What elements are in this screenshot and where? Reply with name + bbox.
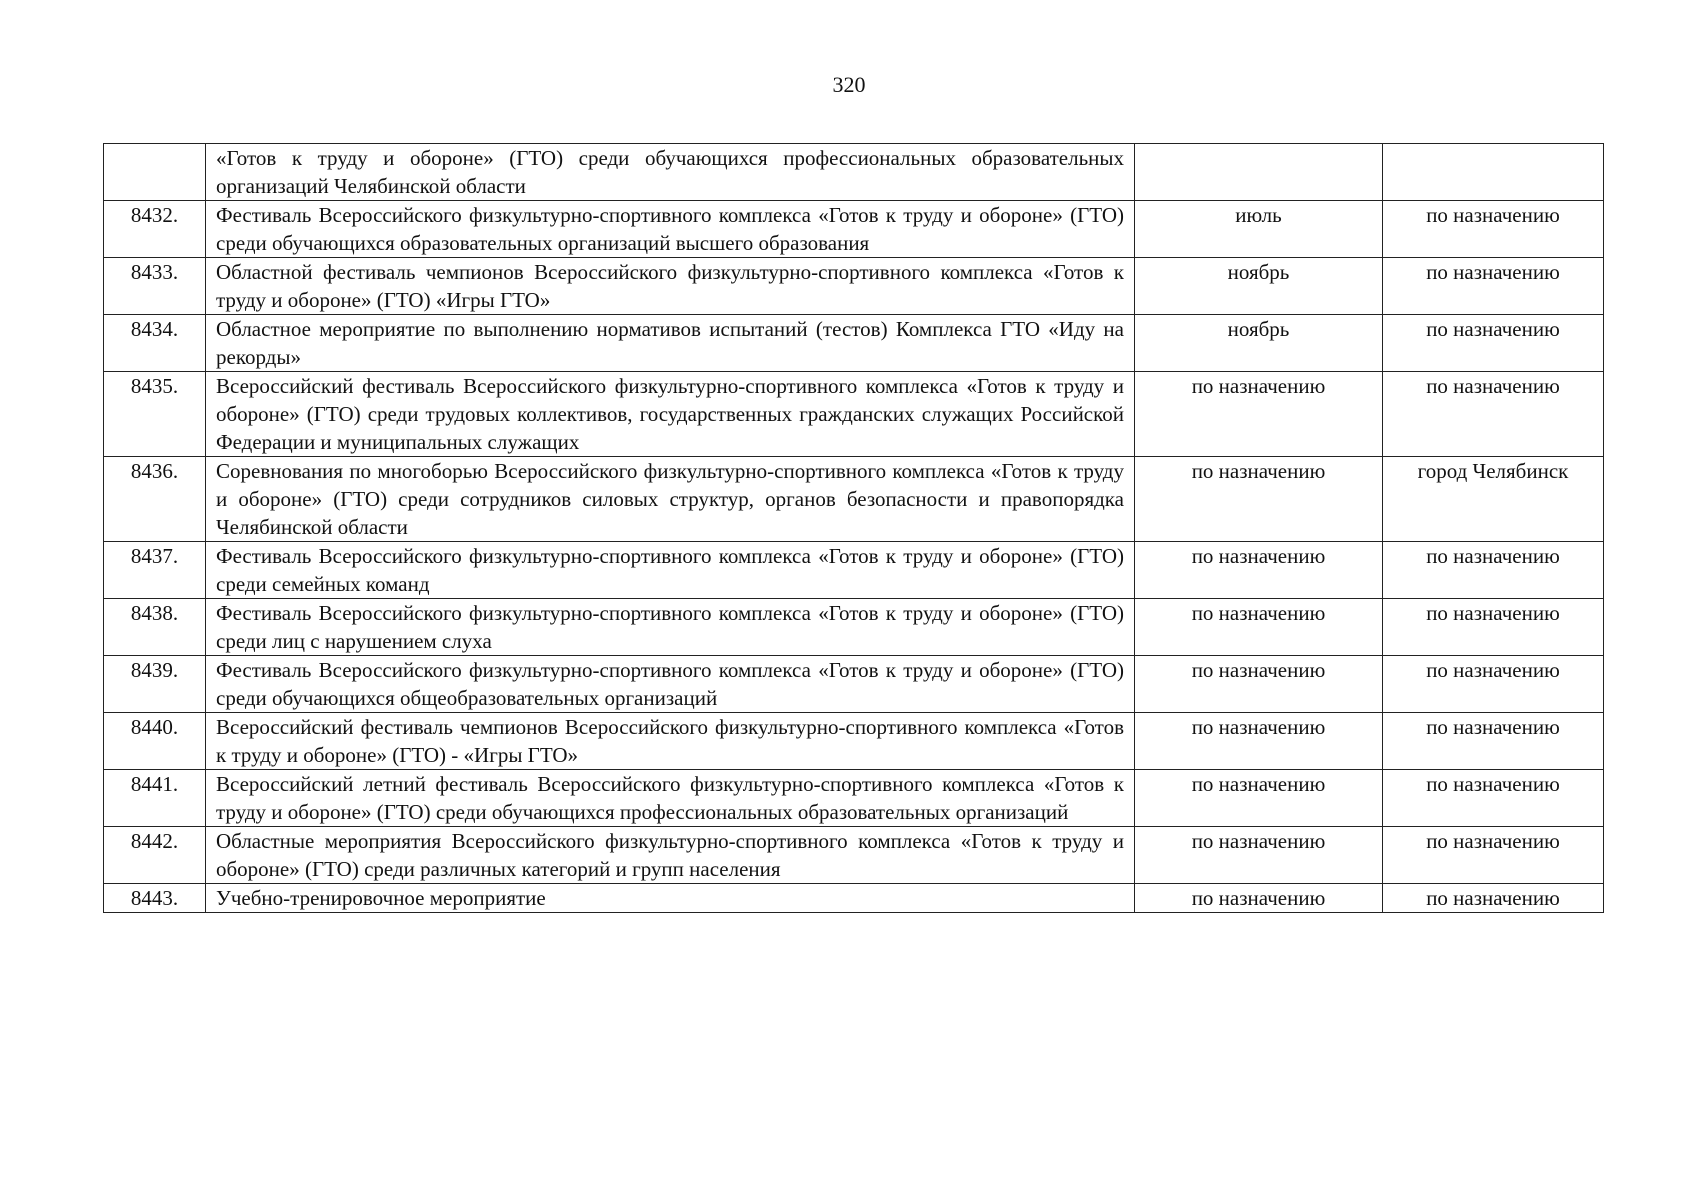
row-number: 8440. [104, 713, 206, 770]
event-date: ноябрь [1135, 258, 1383, 315]
event-date: по назначению [1135, 656, 1383, 713]
event-date: по назначению [1135, 372, 1383, 457]
event-date: по назначению [1135, 542, 1383, 599]
row-number: 8437. [104, 542, 206, 599]
event-name: Фестиваль Всероссийского физкультурно-спортивного комплекса «Готов к труду и обороне» (ГТО) среди обучающихся общеобразовательных организаций [206, 656, 1135, 713]
event-place: город Челябинск [1383, 457, 1604, 542]
event-date: по назначению [1135, 827, 1383, 884]
event-name: Всероссийский фестиваль Всероссийского физкультурно-спортивного комплекса «Готов к труду и обороне» (ГТО) среди трудовых коллективов, государственных гражданских служащих Российской Федерации и муниципальных служащих [206, 372, 1135, 457]
event-date: ноябрь [1135, 315, 1383, 372]
page-number: 320 [832, 72, 866, 97]
event-place: по назначению [1383, 713, 1604, 770]
event-name: Фестиваль Всероссийского физкультурно-спортивного комплекса «Готов к труду и обороне» (ГТО) среди лиц с нарушением слуха [206, 599, 1135, 656]
events-table [103, 143, 1604, 913]
event-place: по назначению [1383, 542, 1604, 599]
row-number: 8442. [104, 827, 206, 884]
event-place [1383, 144, 1604, 201]
event-date: июль [1135, 201, 1383, 258]
row-number: 8443. [104, 884, 206, 913]
event-name: Областные мероприятия Всероссийского физкультурно-спортивного комплекса «Готов к труду и обороне» (ГТО) среди различных категорий и групп населения [206, 827, 1135, 884]
row-number: 8432. [104, 201, 206, 258]
row-number: 8435. [104, 372, 206, 457]
event-name: Соревнования по многоборью Всероссийского физкультурно-спортивного комплекса «Готов к труду и обороне» (ГТО) среди сотрудников силовых структур, органов безопасности и правопорядка Челябинской области [206, 457, 1135, 542]
event-date: по назначению [1135, 770, 1383, 827]
row-number [104, 144, 206, 201]
event-date: по назначению [1135, 884, 1383, 913]
table-row [104, 258, 1604, 315]
row-number: 8433. [104, 258, 206, 315]
row-number: 8441. [104, 770, 206, 827]
event-name: Областной фестиваль чемпионов Всероссийского физкультурно-спортивного комплекса «Готов к труду и обороне» (ГТО) «Игры ГТО» [206, 258, 1135, 315]
event-place: по назначению [1383, 315, 1604, 372]
table-row [104, 201, 1604, 258]
table-row [104, 542, 1604, 599]
event-place: по назначению [1383, 827, 1604, 884]
table-row [104, 457, 1604, 542]
event-date: по назначению [1135, 457, 1383, 542]
row-number: 8434. [104, 315, 206, 372]
event-date: по назначению [1135, 599, 1383, 656]
event-name: Всероссийский летний фестиваль Всероссийского физкультурно-спортивного комплекса «Готов к труду и обороне» (ГТО) среди обучающихся профессиональных образовательных организаций [206, 770, 1135, 827]
table-row [104, 599, 1604, 656]
row-number: 8439. [104, 656, 206, 713]
event-place: по назначению [1383, 372, 1604, 457]
table-row-continuation [104, 144, 1604, 201]
event-place: по назначению [1383, 258, 1604, 315]
table-row [104, 713, 1604, 770]
row-number: 8436. [104, 457, 206, 542]
event-name: «Готов к труду и обороне» (ГТО) среди обучающихся профессиональных образовательных организаций Челябинской области [206, 144, 1135, 201]
event-place: по назначению [1383, 656, 1604, 713]
events-table-body [104, 144, 1604, 913]
event-name: Учебно-тренировочное мероприятие [206, 884, 1135, 913]
event-date: по назначению [1135, 713, 1383, 770]
table-row [104, 372, 1604, 457]
event-place: по назначению [1383, 599, 1604, 656]
event-place: по назначению [1383, 884, 1604, 913]
table-row [104, 770, 1604, 827]
table-row [104, 827, 1604, 884]
event-place: по назначению [1383, 201, 1604, 258]
event-name: Фестиваль Всероссийского физкультурно-спортивного комплекса «Готов к труду и обороне» (ГТО) среди семейных команд [206, 542, 1135, 599]
event-date [1135, 144, 1383, 201]
event-place: по назначению [1383, 770, 1604, 827]
event-name: Всероссийский фестиваль чемпионов Всероссийского физкультурно-спортивного комплекса «Готов к труду и обороне» (ГТО) - «Игры ГТО» [206, 713, 1135, 770]
event-name: Фестиваль Всероссийского физкультурно-спортивного комплекса «Готов к труду и обороне» (ГТО) среди обучающихся образовательных организаций высшего образования [206, 201, 1135, 258]
table-row [104, 315, 1604, 372]
event-name: Областное мероприятие по выполнению нормативов испытаний (тестов) Комплекса ГТО «Иду на рекорды» [206, 315, 1135, 372]
table-row [104, 656, 1604, 713]
table-row [104, 884, 1604, 913]
row-number: 8438. [104, 599, 206, 656]
